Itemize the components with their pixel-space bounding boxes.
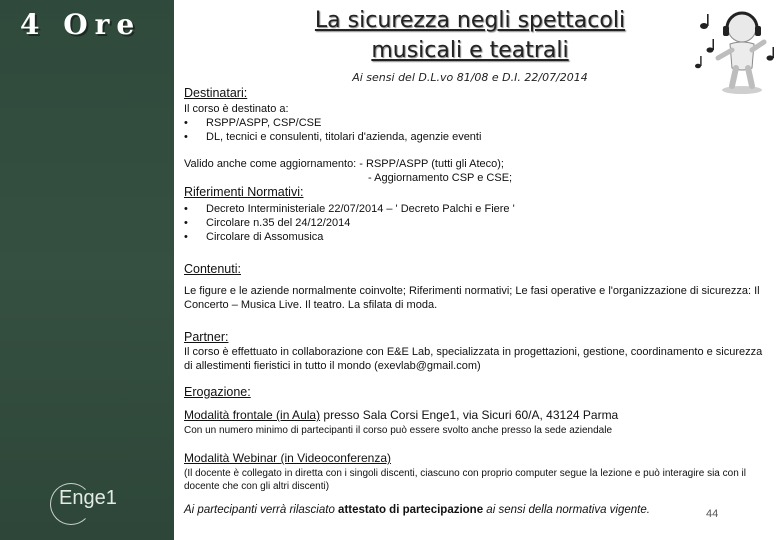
attestato-line: Ai partecipanti verrà rilasciato attestato di partecipazione ai sensi della normativa vigente.: [184, 504, 650, 516]
bullet-icon: •: [184, 131, 188, 143]
enge1-logo: [50, 475, 120, 535]
riferimenti-heading: Riferimenti Normativi:: [184, 185, 304, 199]
music-mascot-icon: [690, 6, 778, 98]
destinatari-heading: Destinatari:: [184, 86, 248, 100]
modalita-aula-text: presso Sala Corsi Enge1, via Sicuri 60/A, 43124 Parma: [320, 408, 619, 422]
modalita-aula-label: Modalità frontale (in Aula): [184, 408, 321, 422]
contenuti-text: Le figure e le aziende normalmente coinvolte; Riferimenti normativi; Le fasi operative e l'organizzazione di sicurezza: Il Concerto – Musica Live. Il teatro. La sfilata di moda.: [184, 285, 760, 311]
title-line-1: La sicurezza negli spettacoli: [314, 8, 626, 33]
destinatari-intro: Il corso è destinato a:: [184, 103, 289, 115]
webinar-note: (Il docente è collegato in diretta con i singoli discenti, ciascuno con proprio computer segue la lezione e può interagire sia con il docente che con gli altri discenti): [184, 468, 746, 492]
aula-note: Con un numero minimo di partecipanti il corso può essere svolto anche presso la sede aziendale: [184, 425, 613, 436]
page-title: [270, 6, 670, 66]
bullet-icon: •: [184, 117, 188, 129]
attestato-bold: attestato di partecipazione: [338, 504, 484, 516]
bullet-icon: •: [184, 231, 188, 243]
page-subtitle: Ai sensi del D.L.vo 81/08 e D.I. 22/07/2014: [352, 71, 588, 84]
modalita-webinar: [184, 451, 391, 465]
page-number: 44: [706, 508, 719, 520]
duration-title: 4 Ore: [20, 8, 142, 41]
bullet-icon: •: [184, 217, 188, 229]
partner-heading: Partner:: [184, 330, 229, 344]
aggiornamento-line-2: - Aggiornamento CSP e CSE;: [368, 172, 513, 184]
partner-text: Il corso è effettuato in collaborazione con E&E Lab, specializzata in progettazioni, gestione, coordinamento e sicurezza di allestimenti fieristici in tutto il mondo (exevlab@gmail.com): [184, 346, 763, 372]
title-line-2: musicali e teatrali: [371, 38, 569, 63]
left-sidebar: [0, 0, 174, 540]
logo-text: Enge1: [59, 487, 117, 509]
contenuti-heading: Contenuti:: [184, 262, 241, 276]
modalita-webinar-label: Modalità Webinar (in Videoconferenza): [184, 451, 392, 465]
aggiornamento-line-1: Valido anche come aggiornamento: - RSPP/ASPP (tutti gli Ateco);: [184, 158, 504, 170]
erogazione-heading: Erogazione:: [184, 385, 251, 399]
bullet-icon: •: [184, 203, 188, 215]
modalita-aula: [184, 408, 618, 422]
